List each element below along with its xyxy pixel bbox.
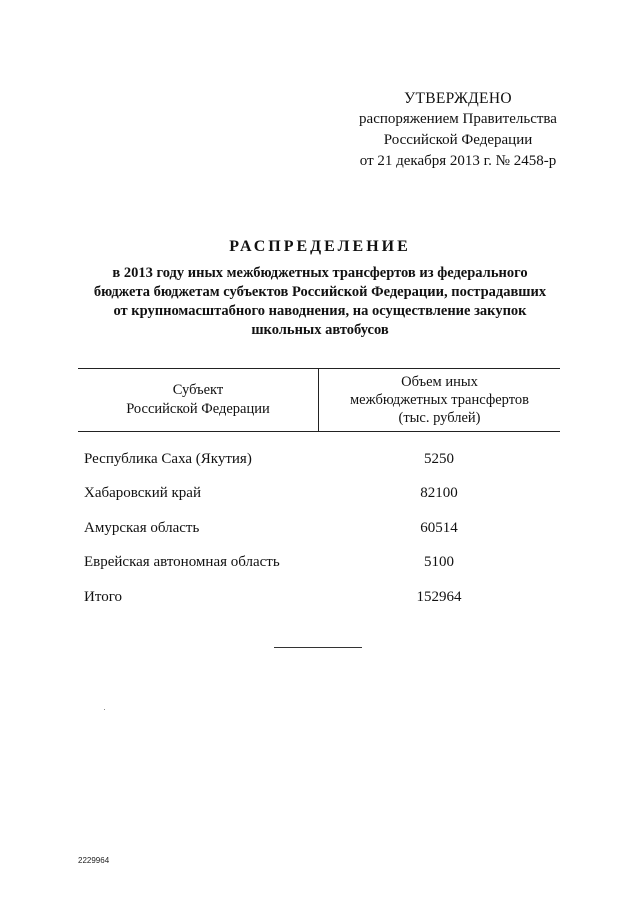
header-amount-line: Объем иных (401, 374, 478, 390)
subtitle-line: бюджета бюджетам субъектов Российской Федерации, пострадавших (93, 284, 547, 300)
approval-stamp (348, 88, 568, 172)
end-divider (274, 647, 362, 648)
table-body (78, 442, 560, 615)
total-amount: 152964 (416, 588, 462, 605)
table-row (78, 442, 560, 477)
subtitle-line: школьных автобусов (251, 322, 389, 338)
document-subtitle (60, 264, 580, 340)
transfer-amount: 82100 (420, 485, 458, 502)
region-name: Республика Саха (Якутия) (84, 450, 252, 467)
transfer-amount: 5250 (424, 450, 454, 467)
region-name: Хабаровский край (84, 485, 201, 502)
header-amount-line: межбюджетных трансфертов (350, 392, 529, 408)
approval-federation: Российской Федерации (383, 132, 533, 148)
transfer-amount: 60514 (420, 519, 458, 536)
header-subject (78, 369, 319, 431)
document-title: РАСПРЕДЕЛЕНИЕ (229, 238, 411, 255)
scan-speck (104, 709, 105, 710)
table-row-total (78, 580, 560, 615)
region-name: Амурская область (84, 519, 200, 536)
header-subject-line: Российской Федерации (126, 401, 270, 417)
approval-date: от 21 декабря 2013 г. № 2458-р (359, 153, 557, 169)
total-label: Итого (84, 588, 122, 605)
distribution-table (78, 368, 560, 615)
table-row (78, 511, 560, 546)
subtitle-line: от крупномасштабного наводнения, на осуществление закупок (113, 303, 527, 319)
approval-issuer: распоряжением Правительства (359, 111, 557, 127)
header-subject-line: Субъект (172, 382, 224, 398)
approved-label: УТВЕРЖДЕНО (404, 90, 512, 107)
header-amount-line: (тыс. рублей) (398, 410, 481, 426)
region-name: Еврейская автономная область (84, 554, 280, 571)
header-amount (319, 369, 560, 431)
table-row (78, 477, 560, 512)
transfer-amount: 5100 (424, 554, 454, 571)
document-number: 2229964 (78, 856, 110, 865)
table-row (78, 546, 560, 581)
subtitle-line: в 2013 году иных межбюджетных трансфертов из федерального (112, 265, 528, 281)
table-header (78, 368, 560, 432)
